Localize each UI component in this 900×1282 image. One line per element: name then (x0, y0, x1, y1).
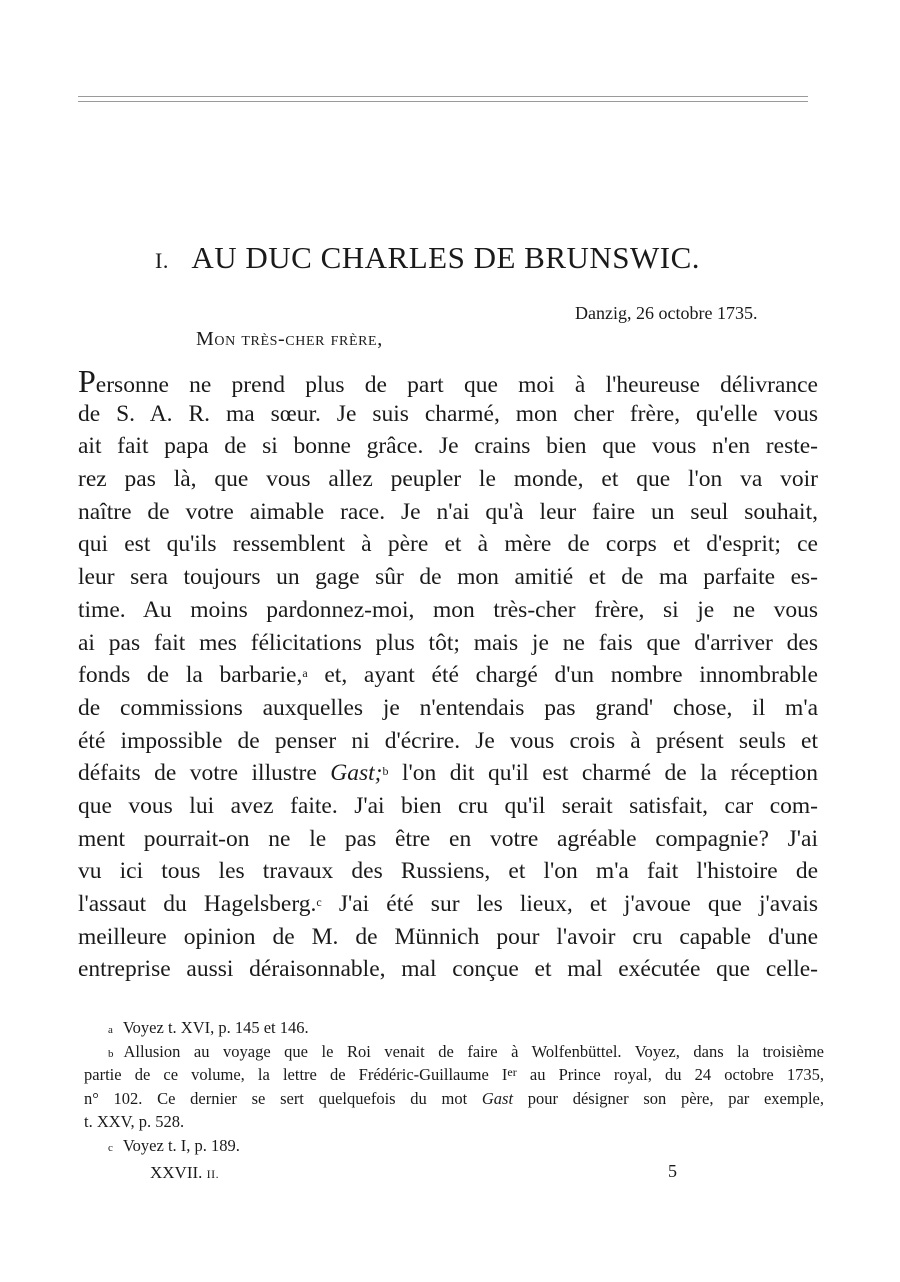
body-line: vu ici tous les travaux des Russiens, et l'on m'a fait l'histoire de (78, 858, 818, 885)
header-rule-bottom (78, 101, 808, 102)
body-line: time. Au moins pardonnez-moi, mon très-cher frère, si je ne vous (78, 596, 818, 623)
body-line: ait fait papa de si bonne grâce. Je crains bien que vous n'en reste- (78, 433, 818, 460)
body-line: fonds de la barbarie,$^a$ et, ayant été chargé d'un nombre innombrable (78, 662, 818, 689)
letter-number: I. (155, 248, 169, 273)
body-line: qui est qu'ils ressemblent à père et à mère de corps et d'esprit; ce (78, 531, 818, 558)
body-line: défaits de votre illustre Gast;$^b$ l'on dit qu'il est charmé de la réception (78, 760, 818, 787)
letter-body (78, 365, 818, 986)
page-number: 5 (668, 1161, 677, 1181)
body-line: leur sera toujours un gage sûr de mon amitié et de ma parfaite es- (78, 564, 818, 591)
body-line: Personne ne prend plus de part que moi à l'heureuse délivrance (78, 363, 818, 399)
body-line: l'assaut du Hagelsberg.$^c$ J'ai été sur les lieux, et j'avoue que j'avais (78, 891, 818, 917)
body-line: que vous lui avez faite. J'ai bien cru qu'il serait satisfait, car com- (78, 792, 818, 819)
header-rule-top (78, 96, 808, 97)
body-line: naître de votre aimable race. Je n'ai qu'à leur faire un seul souhait, (78, 498, 818, 525)
body-line: de commissions auxquelles je n'entendais pas grand' chose, il m'a (78, 694, 818, 721)
footnote-a: a Voyez t. XVI, p. 145 et 146. (108, 1018, 309, 1037)
letter-heading (155, 240, 795, 276)
salutation: Mon très-cher frère, (196, 328, 383, 350)
volume-signature: XXVII. II. (150, 1163, 220, 1182)
body-line: de S. A. R. ma sœur. Je suis charmé, mon cher frère, qu'elle vous (78, 400, 818, 427)
body-line: meilleure opinion de M. de Münnich pour l'avoir cru capable d'une (78, 923, 818, 950)
footnote-b-line4: t. XXV, p. 528. (84, 1112, 185, 1131)
letter-title: AU DUC CHARLES DE BRUNSWIC. (191, 240, 701, 275)
footnote-b-line2: partie de ce volume, la lettre de Frédéric-Guillaume Ier au Prince royal, du 24 octobre 1735, (84, 1065, 825, 1084)
body-line: entreprise aussi déraisonnable, mal conçue et mal exécutée que celle- (78, 956, 818, 983)
body-line: ment pourrait-on ne le pas être en votre agréable compagnie? J'ai (78, 825, 818, 852)
footnote-b-line3: n° 102. Ce dernier se sert quelquefois du mot Gast pour désigner son père, par exemple, (84, 1088, 824, 1108)
footnote-c: c Voyez t. I, p. 189. (108, 1135, 240, 1155)
dateline: Danzig, 26 octobre 1735. (575, 303, 758, 323)
body-line: rez pas là, que vous allez peupler le monde, et que l'on va voir (78, 466, 818, 493)
body-line: ai pas fait mes félicitations plus tôt; mais je ne fais que d'arriver des (78, 629, 818, 656)
footnote-b-line1: b Allusion au voyage que le Roi venait de faire à Wolfenbüttel. Voyez, dans la troisième (108, 1041, 824, 1061)
body-line: été impossible de penser ni d'écrire. Je vous crois à présent seuls et (78, 727, 818, 754)
footnotes (84, 1016, 824, 1157)
